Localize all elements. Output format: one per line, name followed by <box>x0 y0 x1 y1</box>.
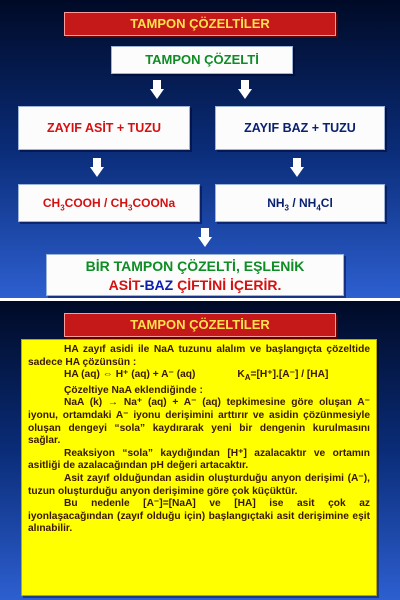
paragraph-anion-concentration: Asit zayıf olduğundan asidin oluşturduğu anyon derişimi (A⁻), tuzun oluşturduğu anyon derişimine göre çok küçüktür. <box>28 472 370 497</box>
equilibrium-equation: HA (aq) ⇔ H⁺ (aq) + A⁻ (aq) $K_A=[H^+].[A^-] / [HA]$ <box>64 369 329 383</box>
explanation-text-box <box>21 339 377 596</box>
slide-buffer-explanation <box>0 301 400 600</box>
paragraph-shift-left: Reaksiyon “sola” kaydığından [H⁺] azalacaktır ve ortamın asitliği de azalacağından pH değeri artacaktır. <box>28 447 370 472</box>
weak-base-salt-box: ZAYIF BAZ + TUZU <box>215 106 385 150</box>
slide1-title: TAMPON ÇÖZELTİLER <box>64 12 336 36</box>
weak-acid-salt-box: ZAYIF ASİT + TUZU <box>18 106 190 150</box>
paragraph-conclusion: Bu nedenle [A⁻]=[NaA] ve [HA] ise asit çok az iyonlaşacağından (zayıf olduğu için) başlangıçtaki asit derişimine eşit alınabilir. <box>28 498 370 535</box>
acid-buffer-formula: $CH_3COOH$ / $CH_3COONa$ <box>18 184 200 222</box>
arrow-down-icon <box>198 228 212 248</box>
buffer-solution-box: TAMPON ÇÖZELTİ <box>111 46 293 74</box>
conclusion-line-2: ASİT-BAZ ÇİFTİNİ İÇERİR. <box>108 277 282 293</box>
slide-buffer-diagram <box>0 0 400 298</box>
base-buffer-formula: $NH_3 / NH_4Cl$ <box>215 184 385 222</box>
slide2-title: TAMPON ÇÖZELTİLER <box>64 313 336 337</box>
conclusion-line-1: BİR TAMPON ÇÖZELTİ, EŞLENİK <box>85 258 305 274</box>
arrow-down-icon <box>238 80 252 100</box>
paragraph-salt-reaction: NaA (k) → Na⁺ (aq) + A⁻ (aq) tepkimesine göre oluşan A⁻ iyonu, ortamdaki A⁻ iyonu derişimini arttırır ve asidin çözünmesiyle oluşan dengeyi “sola” kaydırarak yeni bir dengenin kurulmasını sağlar. <box>28 397 370 447</box>
arrow-down-icon <box>150 80 164 100</box>
conclusion-box <box>46 254 344 296</box>
arrow-down-icon <box>290 158 304 178</box>
arrow-down-icon <box>90 158 104 178</box>
paragraph-intro: HA zayıf asidi ile NaA tuzunu alalım ve başlangıçta çözeltide sadece HA çözünsün : <box>28 344 370 368</box>
paragraph-add-salt: Çözeltiye NaA eklendiğinde : <box>64 384 203 396</box>
